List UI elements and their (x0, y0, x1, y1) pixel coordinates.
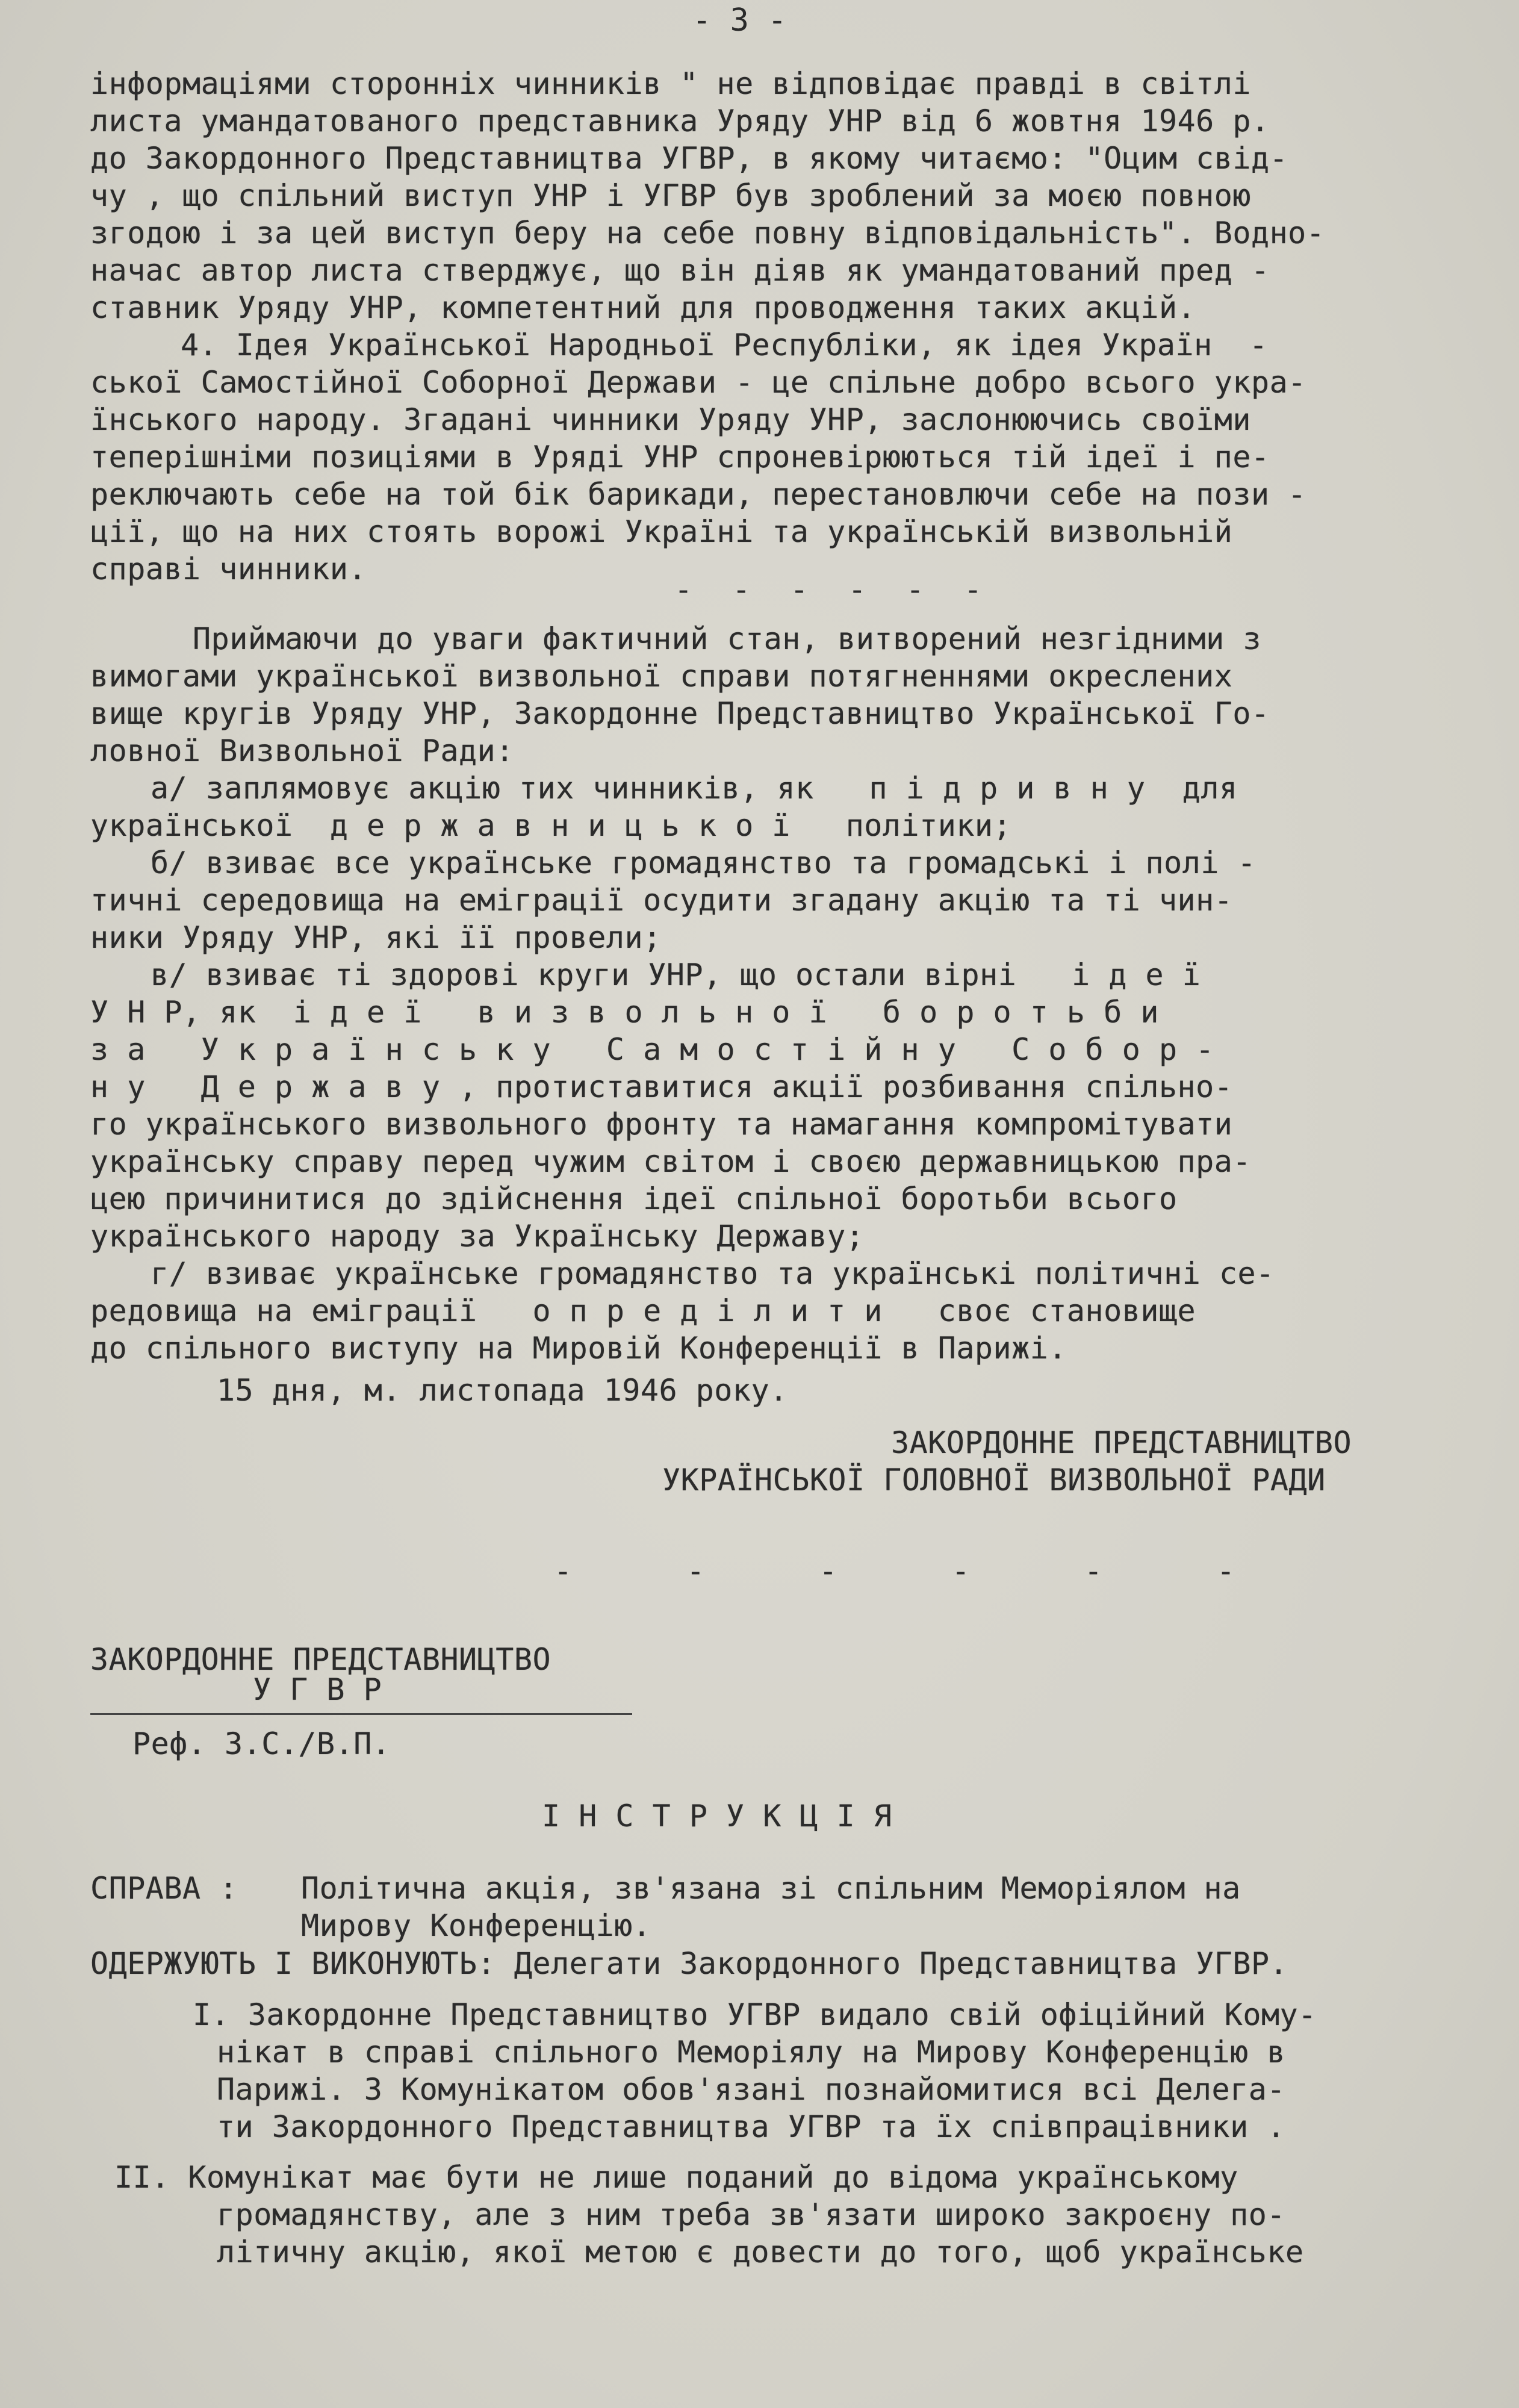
text-line: чу , що спільний виступ УНР і УГВР був зроблений за моєю повною (90, 178, 1251, 213)
recipients-line: ОДЕРЖУЮТЬ І ВИКОНУЮТЬ: Делегати Закордонного Представництва УГВР. (90, 1946, 1288, 1981)
text-line: ції, що на них стоять ворожі Україні та українській визвольній (90, 514, 1233, 549)
text-line: справі чинники. (90, 552, 367, 586)
text-line: згодою і за цей виступ беру на себе повну відповідальність". Водно- (90, 216, 1325, 250)
section-line: громадянству, але з ним треба зв'язати широко закроєну по- (217, 2197, 1285, 2232)
text-line: вимогами української визвольної справи потягненнями окреслених (90, 659, 1233, 694)
text-line: ської Самостійної Соборної Держави - це спільне добро всього укра- (90, 365, 1306, 400)
text-line: з а У к р а ї н с ь к у С а м о с т і й н у С о б о р - (90, 1032, 1214, 1067)
reference-number: Реф. З.С./В.П. (132, 1726, 391, 1761)
subject-line-2: Мирову Конференцію. (301, 1908, 651, 1943)
section-line: літичну акцію, якої метою є довести до того, щоб українське (217, 2235, 1304, 2270)
text-line: до Закордонного Представництва УГВР, в якому читаємо: "Оцим свід- (90, 141, 1288, 176)
text-line: вище кругів Уряду УНР, Закордонне Представництво Української Го- (90, 696, 1270, 731)
section-line: ти Закордонного Представництва УГВР та їх співпрацівники . (217, 2109, 1285, 2144)
text-line: до спільного виступу на Мировій Конференції в Парижі. (90, 1331, 1067, 1366)
text-line: го українського визвольного фронту та намагання компромітувати (90, 1107, 1233, 1142)
text-line: української д е р ж а в н и ц ь к о ї політики; (90, 808, 1012, 843)
signature-line-1: ЗАКОРДОННЕ ПРЕДСТАВНИЦТВО (891, 1425, 1352, 1460)
text-line: реключають себе на той бік барикади, перестановлючи себе на пози - (90, 477, 1306, 512)
text-line: ловної Визвольної Ради: (90, 733, 514, 768)
section-line: Парижі. З Комунікатом обов'язані познайомитися всі Делега- (217, 2072, 1285, 2107)
text-line: українського народу за Українську Державу; (90, 1219, 865, 1254)
text-line: ники Уряду УНР, які її провели; (90, 920, 662, 955)
text-line: У Н Р, як і д е ї в и з в о л ь н о ї б о р о т ь б и (90, 995, 1159, 1030)
text-line: 4. Ідея Української Народньої Республіки, як ідея Україн - (181, 328, 1268, 362)
text-line: теперішніми позиціями в Уряді УНР спроневірюються тій ідеї і пе- (90, 440, 1270, 474)
text-line: ставник Уряду УНР, компетентний для проводження таких акцій. (90, 290, 1196, 325)
section-line: нікат в справі спільного Меморіялу на Мирову Конференцію в (217, 2035, 1285, 2070)
text-line: г/ взиває українське громадянство та українські політичні се- (151, 1256, 1275, 1291)
text-line: тичні середовища на еміграції осудити згадану акцію та ті чин- (90, 883, 1233, 918)
text-line: редовища на еміграції о п р е д і л и т и своє становище (90, 1293, 1196, 1328)
text-line: їнського народу. Згадані чинники Уряду УНР, заслонюючись своїми (90, 402, 1251, 437)
text-line: українську справу перед чужим світом і своєю державницькою пра- (90, 1144, 1251, 1179)
instruction-title: І Н С Т Р У К Ц І Я (542, 1799, 892, 1834)
text-line: інформаціями сторонніх чинників " не відповідає правді в світлі (90, 66, 1251, 101)
text-line: листа умандатованого представника Уряду УНР від 6 жовтня 1946 р. (90, 104, 1270, 138)
text-line: Приймаючи до уваги фактичний стан, витворений незгідними з (193, 621, 1261, 656)
org-line-2: У Г В Р (253, 1672, 382, 1707)
separator: - - - - - - (554, 1554, 1284, 1588)
org-line-1: ЗАКОРДОННЕ ПРЕДСТАВНИЦТВО (90, 1642, 551, 1677)
underline-divider (90, 1713, 632, 1715)
text-line: в/ взиває ті здорові круги УНР, що остали вірні і д е ї (151, 957, 1201, 992)
section-line: І. Закордонне Представництво УГВР видало свій офіційний Кому- (193, 1997, 1317, 2032)
text-line: б/ взиває все українське громадянство та громадські і полі - (151, 845, 1257, 880)
subject-line-1: Політична акція, зв'язана зі спільним Меморіялом на (301, 1871, 1241, 1906)
page-number: - 3 - (692, 2, 787, 39)
separator: - - - - - - (674, 572, 993, 607)
text-line: н у Д е р ж а в у , протиставитися акції розбивання спільно- (90, 1069, 1233, 1104)
date-line: 15 дня, м. листопада 1946 року. (217, 1373, 788, 1408)
text-line: а/ заплямовує акцію тих чинників, як п і д р и в н у для (151, 771, 1238, 806)
text-line: начас автор листа стверджує, що він діяв як умандатований пред - (90, 253, 1270, 288)
text-line: цею причинитися до здійснення ідеї спільної боротьби всього (90, 1181, 1178, 1216)
section-line: ІІ. Комунікат має бути не лише поданий до відома українському (114, 2160, 1238, 2195)
subject-label: СПРАВА : (90, 1871, 238, 1906)
signature-line-2: УКРАЇНСЬКОЇ ГОЛОВНОЇ ВИЗВОЛЬНОЇ РАДИ (662, 1463, 1326, 1498)
